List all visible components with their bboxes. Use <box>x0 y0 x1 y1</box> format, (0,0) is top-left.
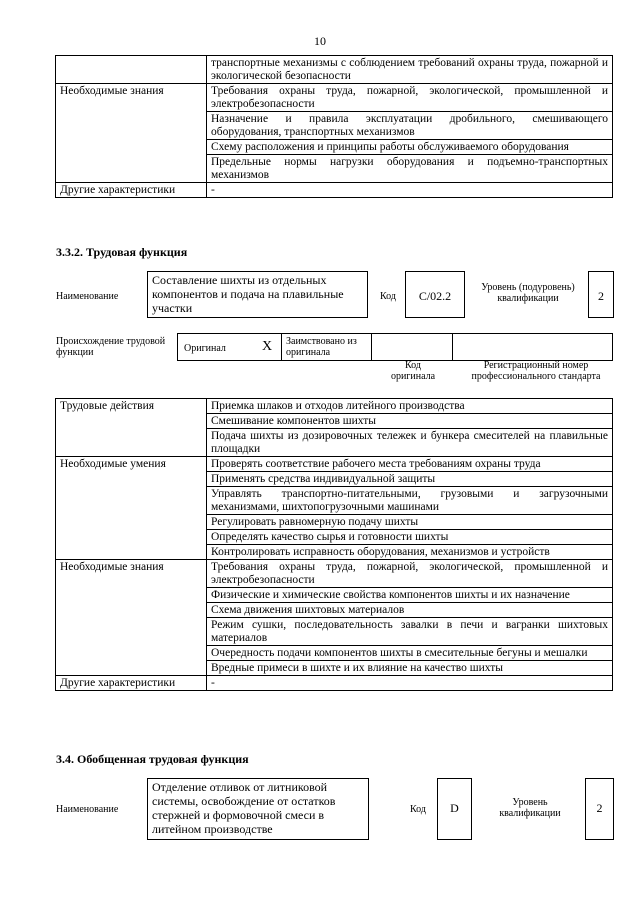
function-name-box-332: Составление шихты из отдельных компонентов и подача на плавильные участки <box>147 271 368 318</box>
row-item: Режим сушки, последовательность завалки в печи и вагранки шихтовых материалов <box>207 618 613 646</box>
table-row <box>56 676 613 691</box>
name-label-332: Наименование <box>56 291 119 302</box>
row-label: Трудовые действия <box>56 399 207 457</box>
requirements-table-1 <box>55 55 613 198</box>
row-item: Требования охраны труда, пожарной, экологической, промышленной и электробезопасности <box>207 84 613 112</box>
row-item: Контролировать исправность оборудования, механизмов и устройств <box>207 545 613 560</box>
level-value-34: 2 <box>596 801 603 815</box>
origin-divider-1 <box>281 334 282 360</box>
table-row <box>56 84 613 112</box>
level-box-34 <box>585 778 614 840</box>
function-name-box-34: Отделение отливок от литниковой системы, освобождение от остатков стержней и формовочной смеси в литейном производстве <box>147 778 369 840</box>
code-label-332: Код <box>380 291 396 302</box>
row-label: Другие характеристики <box>56 183 207 198</box>
code-label-34: Код <box>410 804 426 815</box>
row-item: Смешивание компонентов шихты <box>207 414 613 429</box>
table-row <box>56 399 613 414</box>
row-item: Требования охраны труда, пожарной, экологической, промышленной и электробезопасности <box>207 560 613 588</box>
row-item: Управлять транспортно-питательными, грузовыми и загрузочными механизмами, шихтопогрузочными машинами <box>207 487 613 515</box>
level-value-332: 2 <box>598 289 604 303</box>
page-number: 10 <box>314 34 326 48</box>
table-row <box>56 457 613 472</box>
row-item: Схему расположения и принципы работы обслуживаемого оборудования <box>207 140 613 155</box>
row-label <box>56 56 207 84</box>
row-item: Подача шихты из дозировочных тележек и бункера смесителей на плавильные площадки <box>207 429 613 457</box>
row-item: Физические и химические свойства компонентов шихты и их назначение <box>207 588 613 603</box>
code-value-332: С/02.2 <box>418 289 452 303</box>
original-label: Оригинал <box>184 343 226 354</box>
row-item: Схема движения шихтовых материалов <box>207 603 613 618</box>
level-label-34: Уровень квалификации <box>499 797 561 819</box>
row-item: Регулировать равномерную подачу шихты <box>207 515 613 530</box>
table-row <box>56 183 613 198</box>
row-item: Проверять соответствие рабочего места требованиям охраны труда <box>207 457 613 472</box>
level-label-332: Уровень (подуровень) квалификации <box>481 282 575 304</box>
row-item: Приемка шлаков и отходов литейного производства <box>207 399 613 414</box>
row-item: транспортные механизмы с соблюдением требований охраны труда, пожарной и экологической безопасности <box>207 56 613 84</box>
code-box-332 <box>405 271 465 318</box>
origin-label: Происхождение трудовой функции <box>56 336 166 358</box>
row-label: Необходимые знания <box>56 560 207 676</box>
row-label: Другие характеристики <box>56 676 207 691</box>
table-row <box>56 560 613 588</box>
origin-divider-3 <box>452 334 453 360</box>
level-box-332 <box>588 271 614 318</box>
section-heading-34: 3.4. Обобщенная трудовая функция <box>56 752 249 766</box>
code-original-label: Код оригинала <box>390 360 436 382</box>
section-heading-332: 3.3.2. Трудовая функция <box>56 245 188 259</box>
row-item: Очередность подачи компонентов шихты в смесительные бегуны и мешалки <box>207 646 613 661</box>
origin-row <box>177 333 613 361</box>
table-row <box>56 56 613 84</box>
row-label: Необходимые знания <box>56 84 207 183</box>
original-mark: X <box>262 339 273 354</box>
row-item: Вредные примеси в шихте и их влияние на качество шихты <box>207 661 613 676</box>
name-label-34: Наименование <box>56 804 119 815</box>
row-item: - <box>207 676 613 691</box>
row-item: - <box>207 183 613 198</box>
origin-divider-2 <box>371 334 372 360</box>
requirements-table-2 <box>55 398 613 691</box>
row-item: Применять средства индивидуальной защиты <box>207 472 613 487</box>
row-item: Назначение и правила эксплуатации дробильного, смешивающего оборудования, транспортных механизмов <box>207 112 613 140</box>
code-value-34: D <box>450 801 459 815</box>
borrowed-label: Заимствовано из оригинала <box>286 336 357 358</box>
code-box-34 <box>437 778 472 840</box>
row-item: Предельные нормы нагрузки оборудования и подъемно-транспортных механизмов <box>207 155 613 183</box>
row-item: Определять качество сырья и готовности шихты <box>207 530 613 545</box>
row-label: Необходимые умения <box>56 457 207 560</box>
reg-number-label: Регистрационный номер профессионального стандарта <box>471 360 601 382</box>
